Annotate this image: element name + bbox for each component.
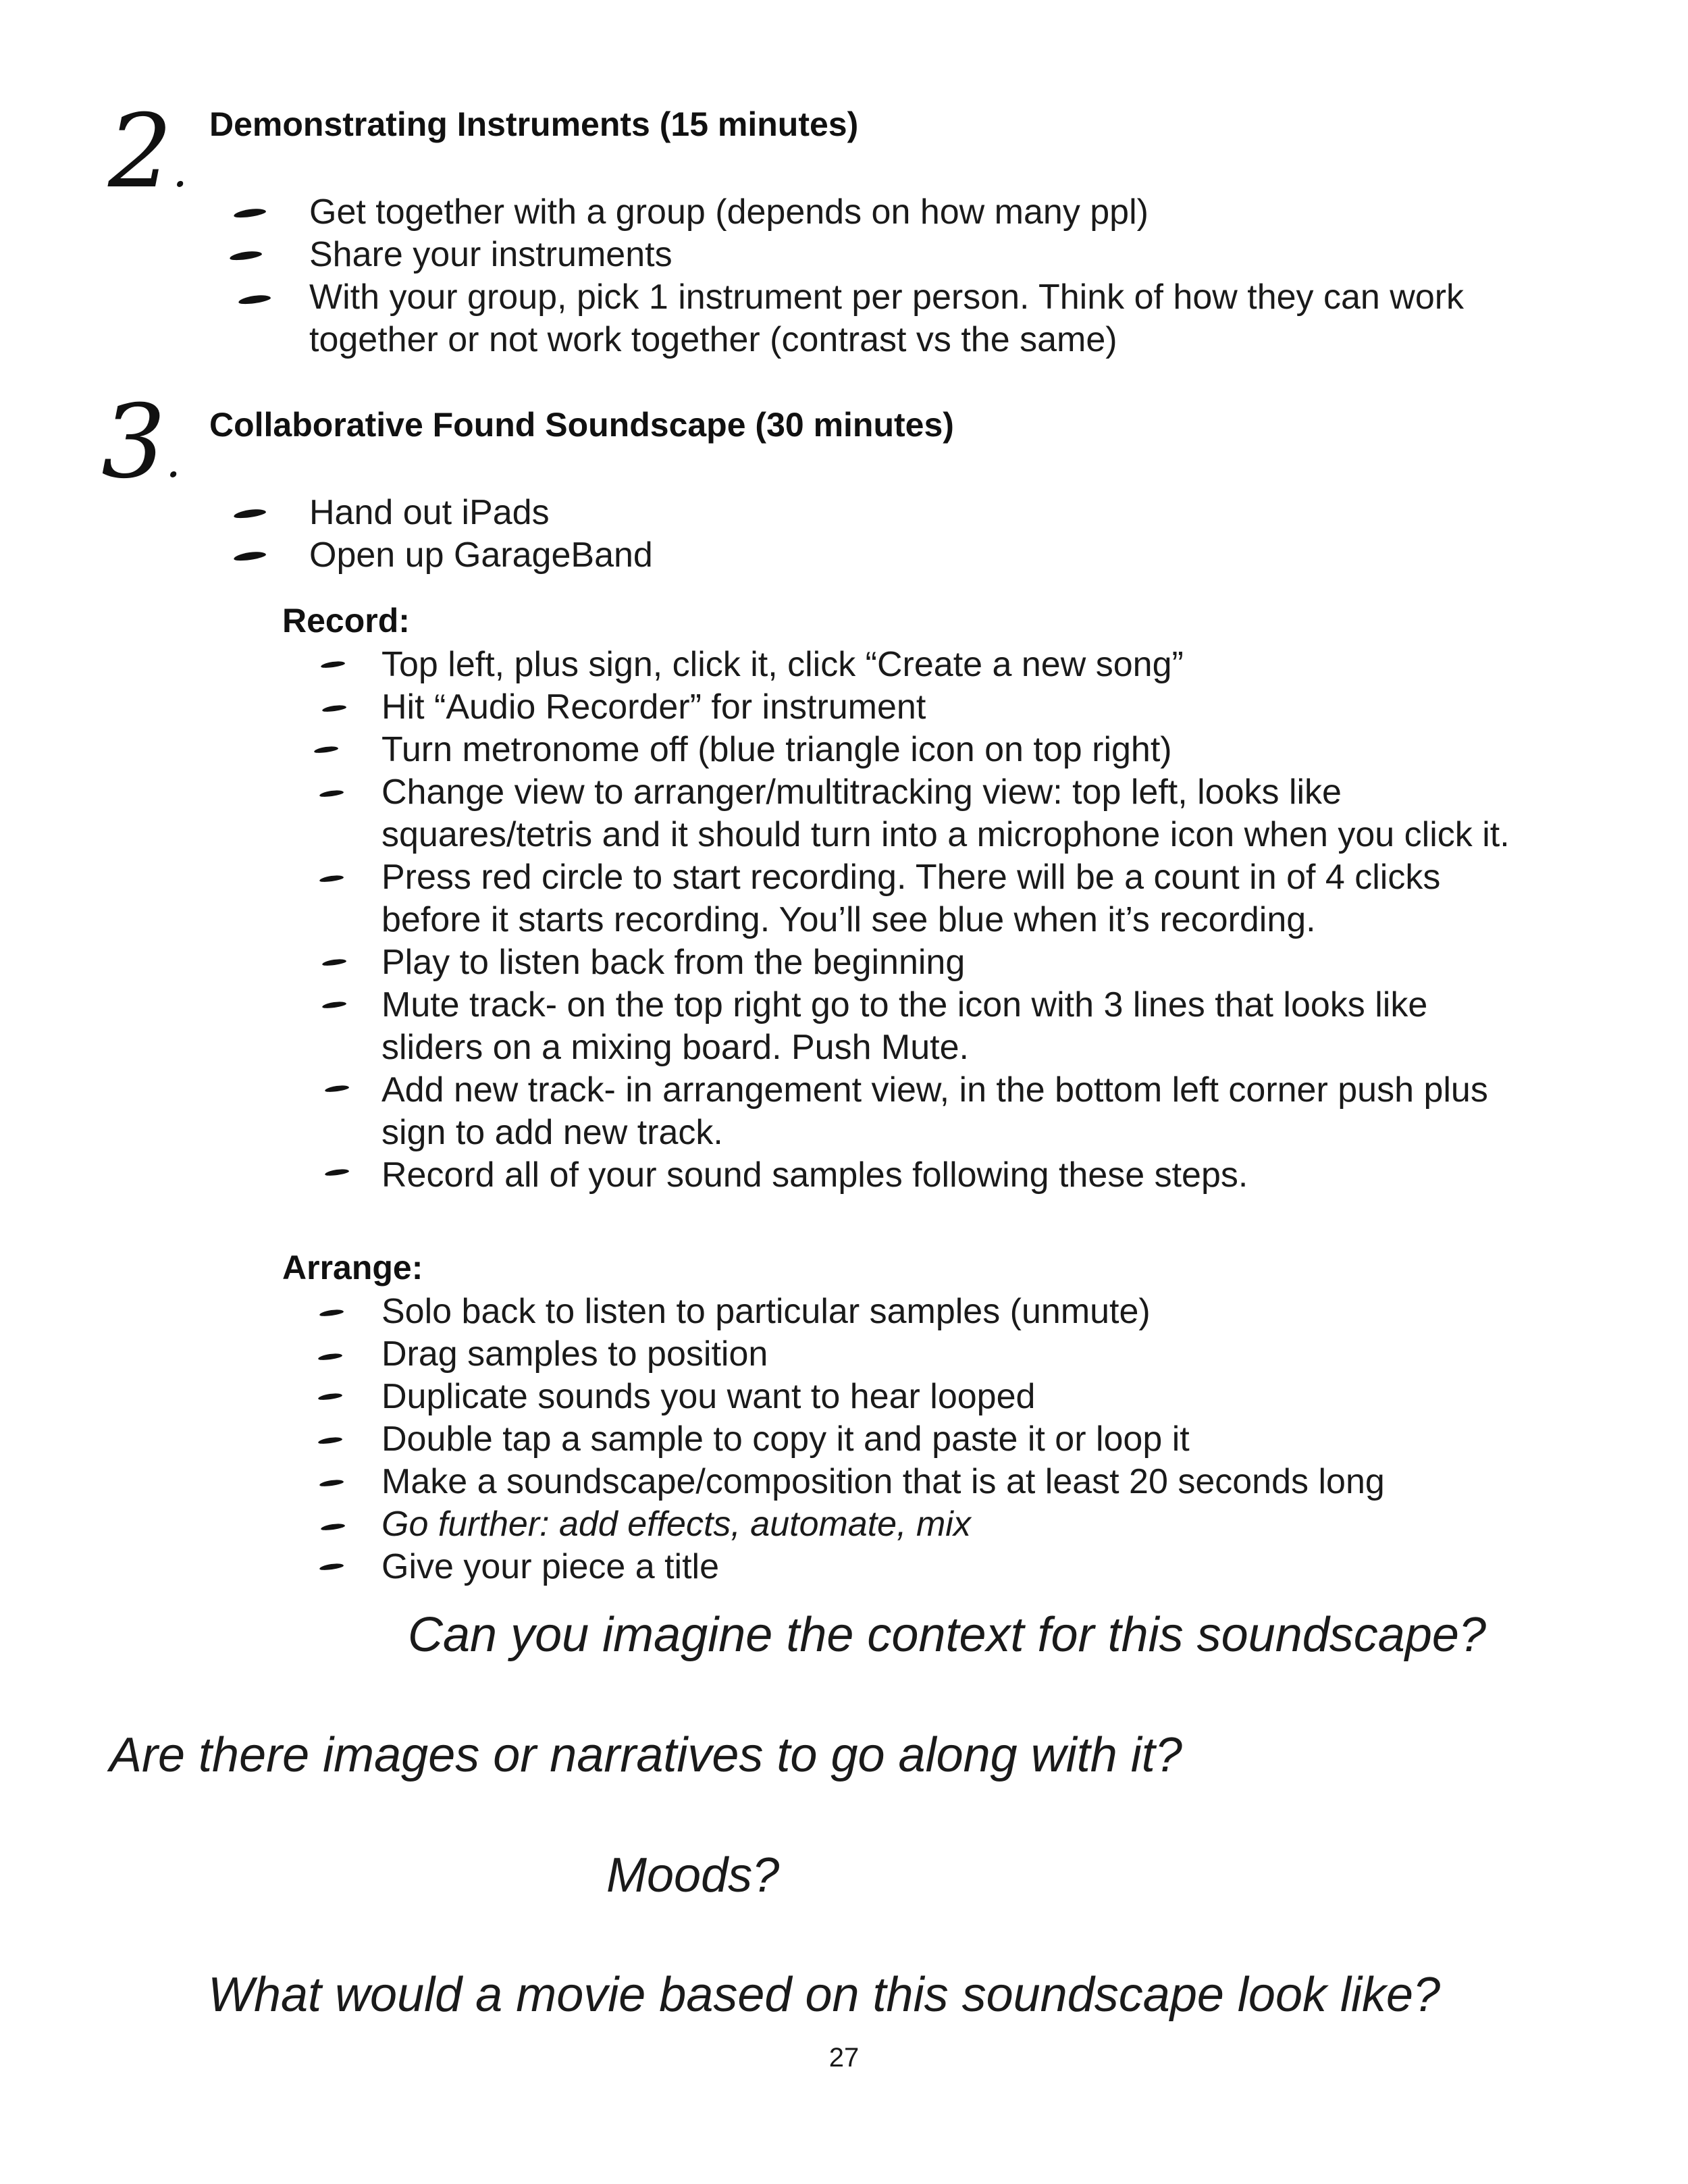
bullet-dash-icon [233,207,266,219]
bullet-dash-icon [319,1479,344,1488]
section-number-2: 2. [108,93,188,211]
bullet-dash-icon [233,550,266,563]
section-heading-3: Collaborative Found Soundscape (30 minutes) [209,406,954,444]
bullet-dash-icon [325,1168,350,1177]
record-label: Record: [282,602,410,640]
bullet-dash-icon [318,1353,343,1361]
bullet-dash-icon [229,250,262,262]
bullet-dash-icon [319,789,344,798]
bullet-dash-icon [322,1001,347,1010]
bullet-dash-icon [319,875,344,883]
reflection-question: Moods? [606,1848,780,1902]
reflection-question: What would a movie based on this soundscape look like? [208,1968,1441,2022]
bullet-dash-icon [319,1309,344,1318]
bullet-dash-icon [318,1393,343,1401]
bullet-dash-icon [325,1085,350,1093]
reflection-question: Are there images or narratives to go along with it? [109,1728,1182,1782]
bullet-dash-icon [321,660,346,669]
bullet-dash-icon [322,958,347,967]
bullet-dash-icon [319,1563,344,1571]
bullet-dash-icon [318,1436,343,1445]
bullet-dash-icon [322,704,347,713]
bullet-dash-icon [238,294,271,306]
section-heading-2: Demonstrating Instruments (15 minutes) [209,105,859,143]
arrange-label: Arrange: [282,1249,423,1286]
reflection-question: Can you imagine the context for this soundscape? [408,1608,1486,1662]
bullet-dash-icon [321,1523,346,1532]
bullet-dash-icon [314,746,339,754]
page-number: 27 [828,2043,860,2073]
bullet-dash-icon [233,508,266,520]
section-number-3: 3. [101,384,181,501]
